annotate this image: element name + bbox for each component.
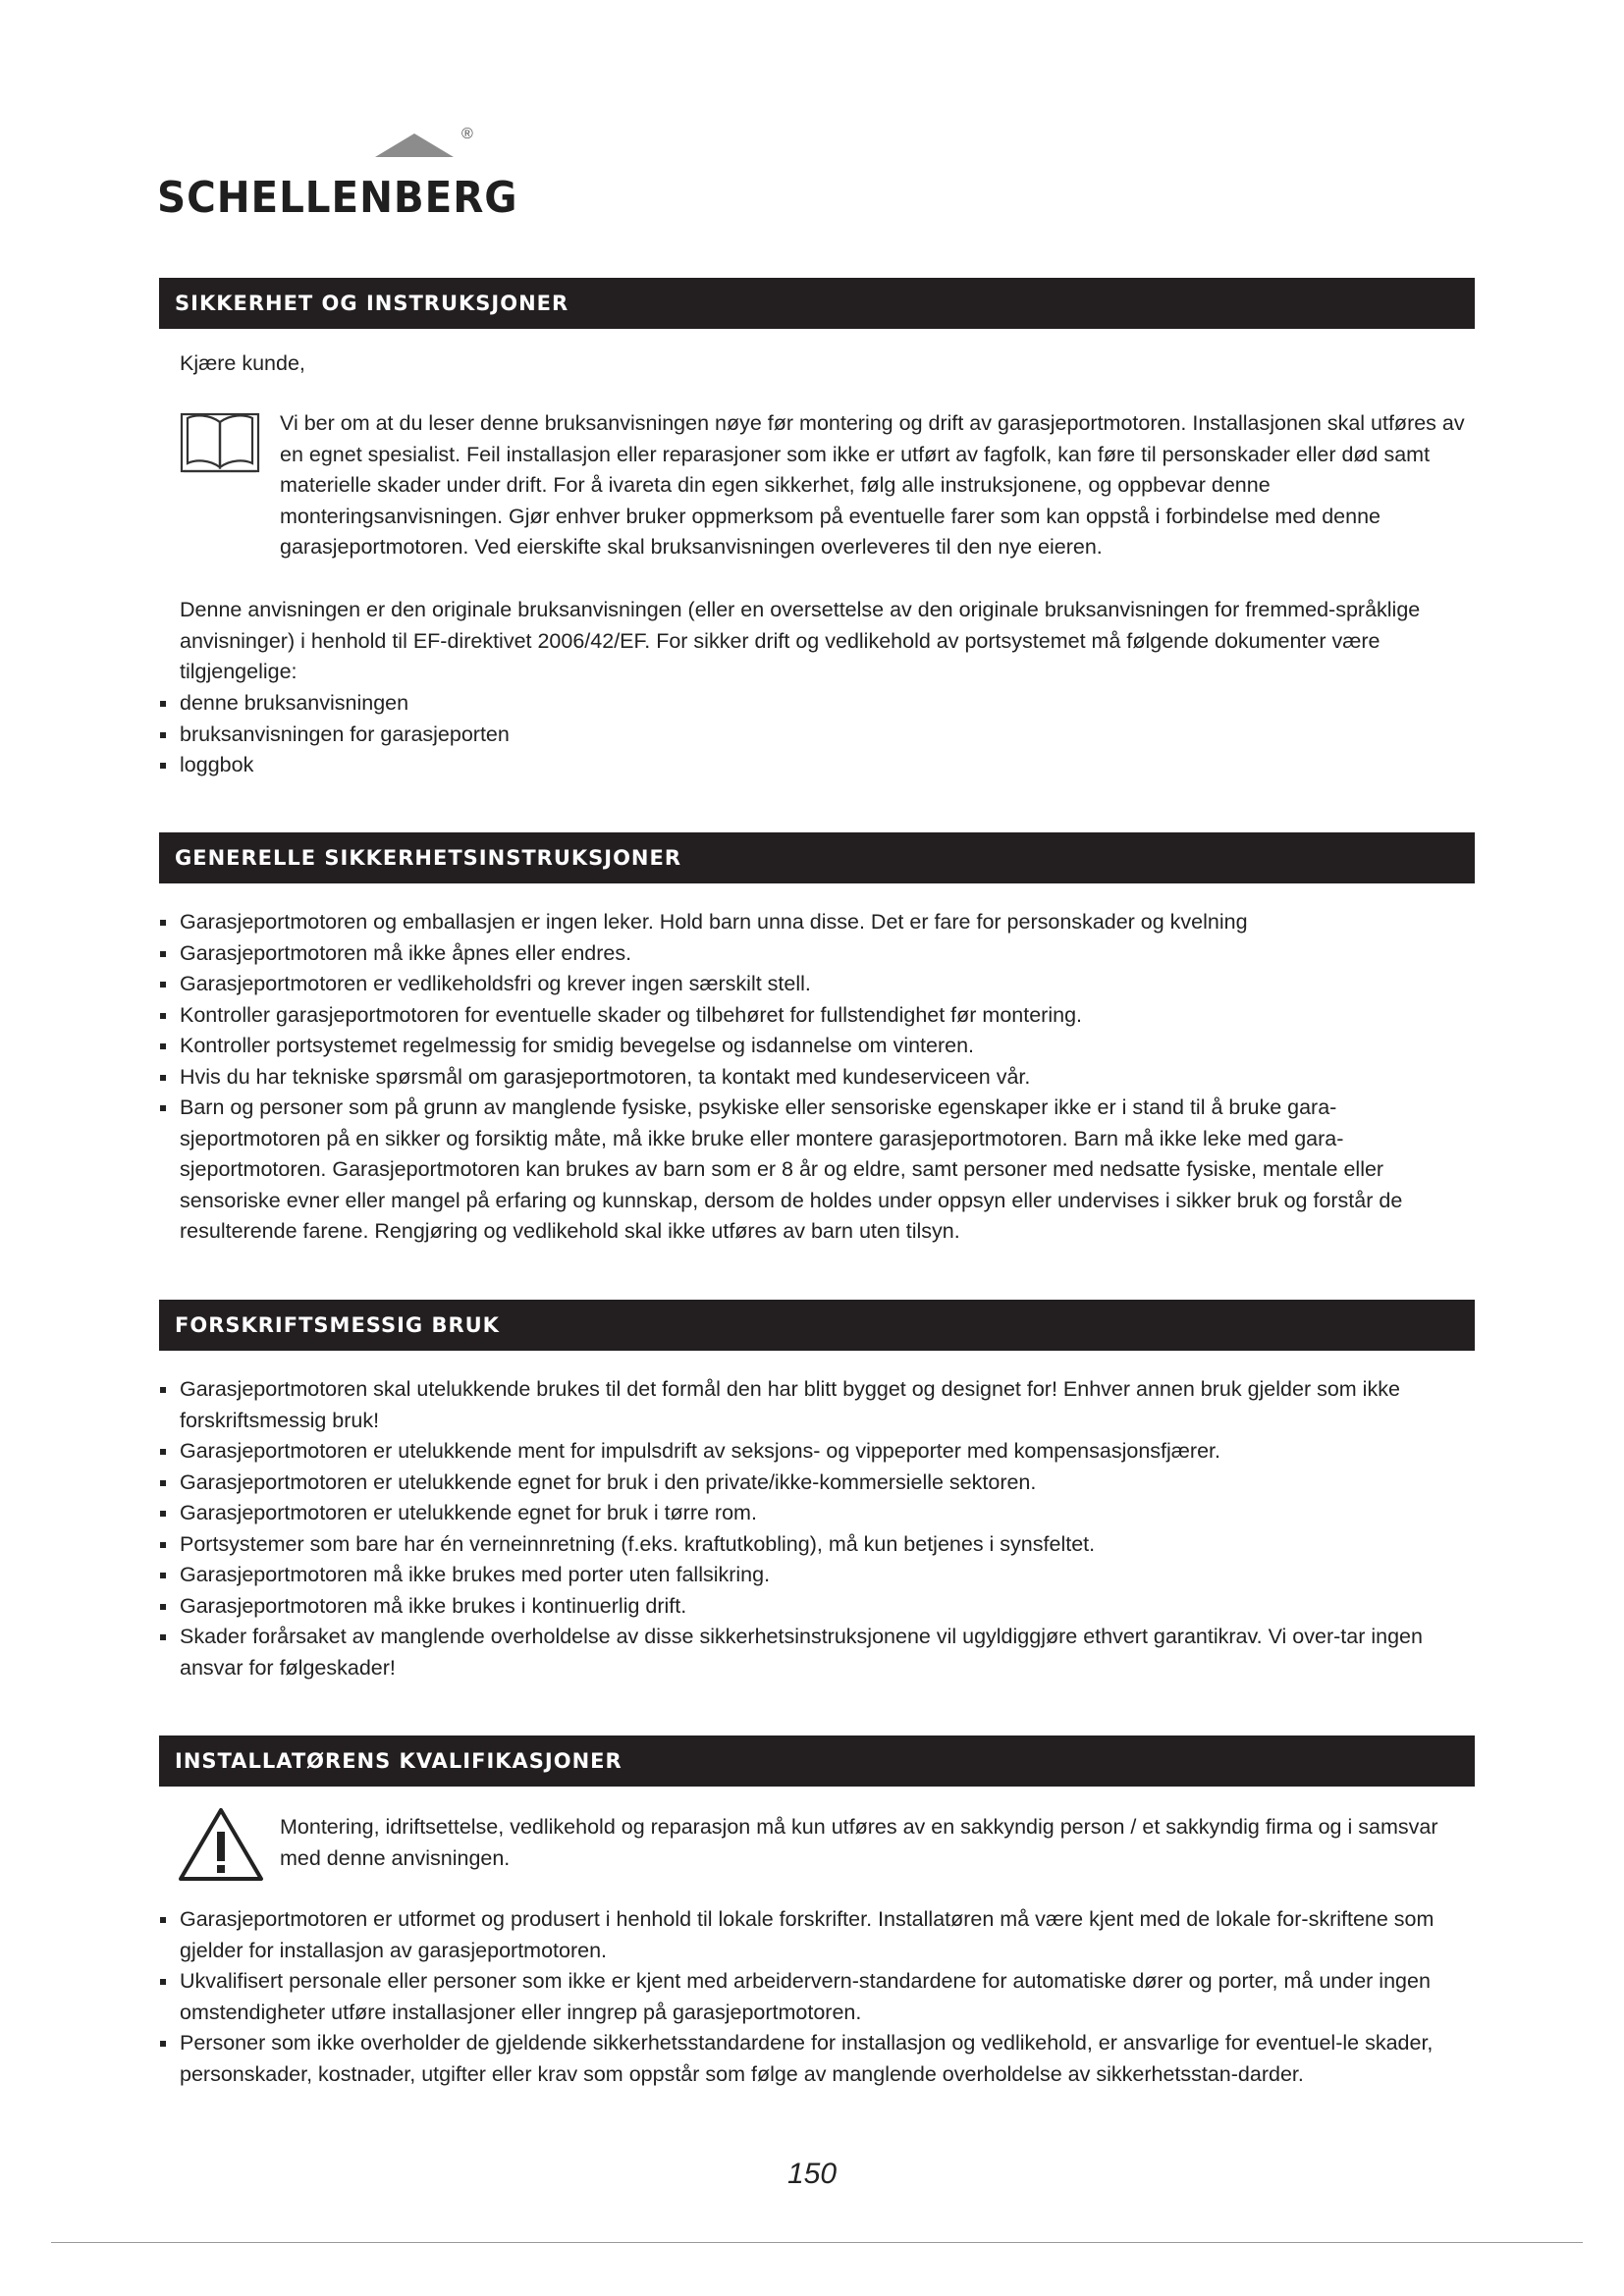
warning-triangle-icon xyxy=(177,1806,265,1883)
list-item: Kontroller portsystemet regelmessig for smidig bevegelse og isdannelse om vinteren. xyxy=(180,1031,1474,1062)
list-item: Garasjeportmotoren er utformet og produsert i henhold til lokale forskrifter. Installatøren må være kjent med de lokale for-skriftene som gjelder for installasjon av garasjeportmotoren. xyxy=(180,1904,1474,1966)
list-item: Garasjeportmotoren må ikke åpnes eller endres. xyxy=(180,938,1474,970)
list-item: Garasjeportmotoren er utelukkende egnet for bruk i tørre rom. xyxy=(180,1498,1474,1529)
greeting: Kjære kunde, xyxy=(180,351,305,375)
roof-logo-icon xyxy=(375,133,454,165)
section-title-general: GENERELLE SIKKERHETSINSTRUKSJONER xyxy=(159,832,1475,883)
list-item: Garasjeportmotoren og emballasjen er ingen leker. Hold barn unna disse. Det er fare for personskader og kvelning xyxy=(180,907,1474,938)
footer-divider xyxy=(51,2242,1583,2243)
list-item: Portsystemer som bare har én verneinnretning (f.eks. kraftutkobling), må kun betjenes i synsfeltet. xyxy=(180,1529,1474,1561)
list-item: bruksanvisningen for garasjeporten xyxy=(180,720,1456,751)
list-item: Barn og personer som på grunn av manglende fysiske, psykiske eller sensoriske egenskaper ikke er i stand til å bruke gara-sjeportmotoren på en sikker og forsiktig måte, må ikke bruke eller montere garasjeportmotoren. Barn må ikke leke med gara-sjeportmotoren. Garasjeportmotoren kan brukes av barn som er 8 år og eldre, samt personer med nedsatte fysiske, mentale eller sensoriske evner eller mangel på erfaring og kunnskap, dersom de holdes under oppsyn eller undervises i sikker bruk og forstår de resulterende farene. Rengjøring og vedlikehold skal ikke utføres av barn uten tilsyn. xyxy=(180,1093,1474,1248)
list-item: Personer som ikke overholder de gjeldende sikkerhetsstandardene for installasjon og vedlikehold, er ansvarlige for eventuel-le skader, personskader, kostnader, utgifter eller krav som oppstår som følge av manglende overholdelse av sikkerhetsstan-darder. xyxy=(180,2028,1474,2090)
brand-logo xyxy=(157,126,518,224)
list-item: Skader forårsaket av manglende overholdelse av disse sikkerhetsinstruksjonene vil ugyldiggjøre ethvert garantikrav. Vi over-tar ingen ansvar for følgeskader! xyxy=(180,1622,1474,1683)
list-item: denne bruksanvisningen xyxy=(180,688,1456,720)
list-item: Garasjeportmotoren skal utelukkende brukes til det formål den har blitt bygget og designet for! Enhver annen bruk gjelder som ikke forskriftsmessig bruk! xyxy=(180,1374,1474,1436)
list-item: Garasjeportmotoren er utelukkende ment for impulsdrift av seksjons- og vippeporter med kompensasjonsfjærer. xyxy=(180,1436,1474,1468)
brand-name: SCHELLENBERG xyxy=(157,173,518,223)
registered-mark: ® xyxy=(461,126,473,142)
list-item: Garasjeportmotoren er vedlikeholdsfri og krever ingen særskilt stell. xyxy=(180,969,1474,1000)
page-number: 150 xyxy=(786,2158,838,2190)
list-item: Kontroller garasjeportmotoren for eventuelle skader og tilbehøret for fullstendighet før montering. xyxy=(180,1000,1474,1032)
installer-list xyxy=(180,1904,1474,2090)
list-item: Hvis du har tekniske spørsmål om garasjeportmotoren, ta kontakt med kundeserviceen vår. xyxy=(180,1062,1474,1094)
list-item: Garasjeportmotoren må ikke brukes med porter uten fallsikring. xyxy=(180,1560,1474,1591)
safety-notice: Vi ber om at du leser denne bruksanvisningen nøye før montering og drift av garasjeportmotoren. Installasjonen skal utføres av en egnet spesialist. Feil installasjon eller reparasjoner som ikke er utført av fagfolk, kan føre til personskader eller død samt materielle skader under drift. For å ivareta din egen sikkerhet, følg alle instruksjonene, og oppbevar denne monteringsanvisningen. Gjør enhver bruker oppmerksom på eventuelle farer som kan oppstå i forbindelse med denne garasjeportmotoren. Ved eierskifte skal bruksanvisningen overleveres til den nye eieren. xyxy=(280,411,1465,559)
list-item: Garasjeportmotoren er utelukkende egnet for bruk i den private/ikke-kommersielle sektoren. xyxy=(180,1468,1474,1499)
safety-paragraph: Denne anvisningen er den originale bruksanvisningen (eller en oversettelse av den originale bruksanvisningen for fremmed-språklige anvisninger) i henhold til EF-direktivet 2006/42/EF. For sikker drift og vedlikehold av portsystemet må følgende dokumenter være tilgjengelige: xyxy=(180,598,1421,683)
list-item: Garasjeportmotoren må ikke brukes i kontinuerlig drift. xyxy=(180,1591,1474,1623)
list-item: Ukvalifisert personale eller personer som ikke er kjent med arbeidervern-standardene for automatiske dører og porter, må under ingen omstendigheter utføre installasjoner eller inngrep på garasjeportmotoren. xyxy=(180,1966,1474,2028)
list-item: loggbok xyxy=(180,750,1456,781)
section-title-installer: INSTALLATØRENS KVALIFIKASJONER xyxy=(159,1735,1475,1787)
usage-list xyxy=(180,1374,1474,1683)
general-list xyxy=(180,907,1474,1248)
section-title-safety: SIKKERHET OG INSTRUKSJONER xyxy=(159,278,1475,329)
open-book-icon xyxy=(180,402,260,475)
installer-warning: Montering, idriftsettelse, vedlikehold og reparasjon må kun utføres av en sakkyndig person / et sakkyndig firma og i samsvar med denne anvisningen. xyxy=(280,1815,1438,1870)
documents-list xyxy=(180,688,1456,781)
section-title-usage: FORSKRIFTSMESSIG BRUK xyxy=(159,1300,1475,1351)
